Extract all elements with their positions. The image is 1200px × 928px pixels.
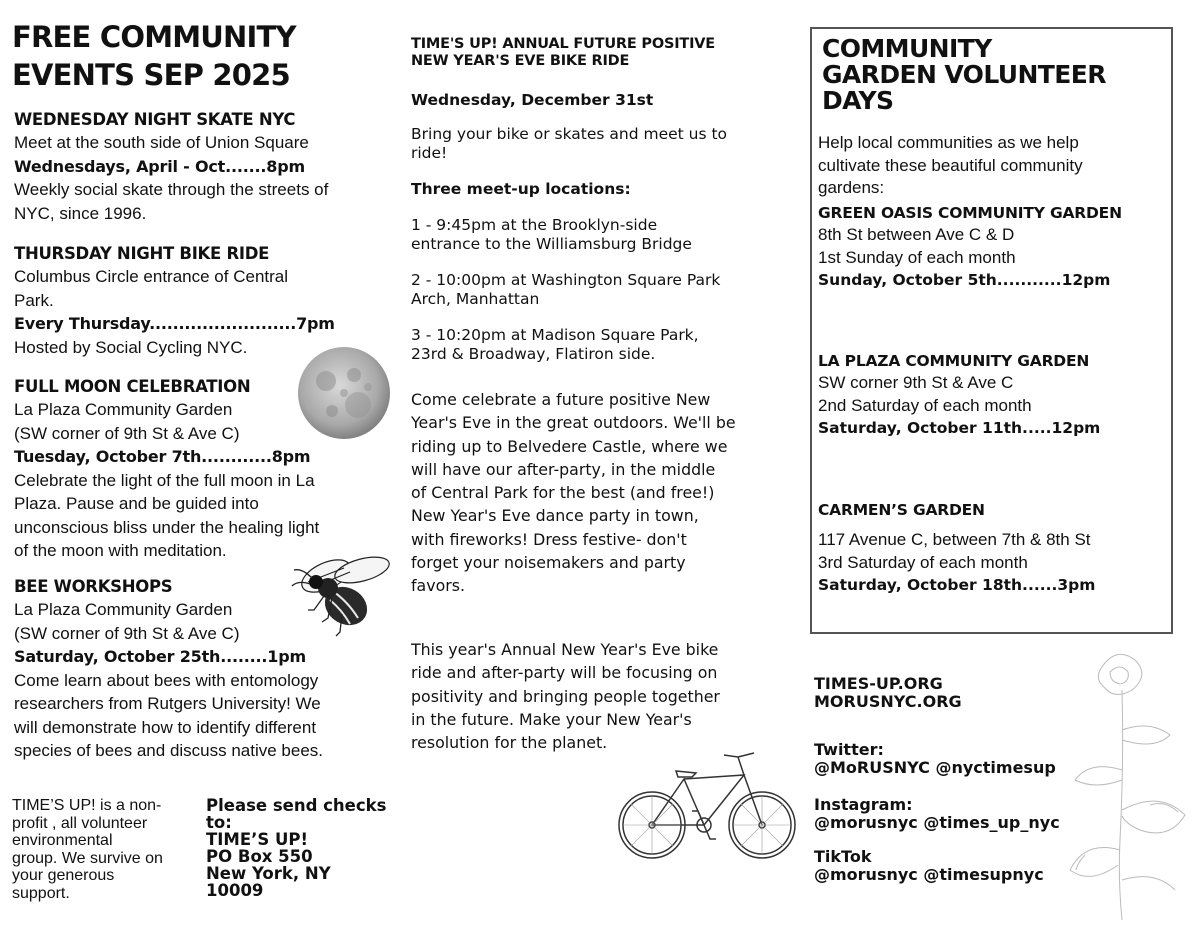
event-title: THURSDAY NIGHT BIKE RIDE	[14, 244, 270, 263]
nye-location-3	[411, 326, 791, 363]
nye-location-1	[411, 216, 791, 253]
garden-heading	[822, 36, 1162, 114]
garden-heading-line: DAYS	[822, 86, 894, 115]
nye-date: Wednesday, December 31st	[411, 91, 654, 109]
about-line: TIME’S UP! is a non-	[12, 797, 162, 814]
event-location: La Plaza Community Garden	[14, 600, 233, 619]
para-line: This year's Annual New Year's Eve bike	[411, 640, 719, 659]
para-line: will have our after-party, in the middle	[411, 459, 716, 479]
tiktok-label: TikTok	[814, 847, 872, 866]
garden-intro-line: cultivate these beautiful community	[818, 155, 1083, 175]
garden-schedule: 2nd Saturday of each month	[818, 395, 1032, 415]
event-desc: Come learn about bees with entomology	[14, 670, 319, 690]
event-location: (SW corner of 9th St & Ave C)	[14, 423, 240, 443]
location-line: 3 - 10:20pm at Madison Square Park,	[411, 326, 699, 344]
bicycle-icon	[612, 745, 802, 865]
checks-address	[206, 797, 396, 899]
event-thursday-bike	[14, 243, 399, 359]
para-line: of Central Park for the best (and free!)	[411, 483, 715, 503]
event-desc: NYC, since 1996.	[14, 203, 147, 223]
event-location: La Plaza Community Garden	[14, 400, 233, 419]
event-location: (SW corner of 9th St & Ave C)	[14, 623, 240, 643]
tiktok-handles[interactable]: @morusnyc @timesupnyc	[814, 865, 1044, 884]
nye-intro	[411, 125, 791, 162]
twitter-label: Twitter:	[814, 740, 884, 759]
garden-location: 8th St between Ave C & D	[818, 225, 1015, 244]
page-title: FREE COMMUNITY EVENTS SEP 2025	[12, 20, 296, 92]
checks-line: New York, NY	[206, 864, 331, 883]
full-moon-icon	[296, 345, 392, 441]
event-desc: unconscious bliss under the healing light	[14, 517, 320, 537]
para-line: ride and after-party will be focusing on	[411, 663, 718, 683]
garden-carmens	[818, 499, 1168, 597]
website-links	[814, 675, 1154, 711]
garden-schedule: 3rd Saturday of each month	[818, 552, 1028, 572]
nye-title-line: TIME'S UP! ANNUAL FUTURE POSITIVE	[411, 36, 716, 52]
website-link[interactable]: TIMES-UP.ORG	[814, 674, 943, 693]
para-line: in the future. Make your New Year's	[411, 709, 692, 729]
garden-schedule: 1st Sunday of each month	[818, 247, 1016, 267]
event-date: Every Thursday.........................7pm	[14, 314, 335, 333]
garden-location: SW corner 9th St & Ave C	[818, 373, 1014, 392]
about-line: group. We survive on	[12, 849, 163, 867]
garden-date: Sunday, October 5th...........12pm	[818, 271, 1111, 289]
event-location: Meet at the south side of Union Square	[14, 133, 309, 152]
para-line: with fireworks! Dress festive- don't	[411, 529, 687, 549]
garden-green-oasis	[818, 202, 1168, 292]
para-line: resolution for the planet.	[411, 733, 608, 753]
event-location: Park.	[14, 290, 54, 310]
nye-paragraph-1	[411, 388, 791, 598]
event-location: Columbus Circle entrance of Central	[14, 267, 289, 286]
about-line: your generous	[12, 867, 115, 884]
checks-line: Please send checks	[206, 796, 387, 815]
garden-date: Saturday, October 11th.....12pm	[818, 419, 1101, 437]
instagram-handles[interactable]: @morusnyc @times_up_nyc	[814, 813, 1060, 832]
event-title: WEDNESDAY NIGHT SKATE NYC	[14, 110, 296, 129]
event-wednesday-skate	[14, 109, 399, 225]
event-desc: of the moon with meditation.	[14, 541, 227, 560]
event-desc: researchers from Rutgers University! We	[14, 694, 321, 713]
garden-name: CARMEN’S GARDEN	[818, 501, 985, 519]
event-desc: Weekly social skate through the streets of	[14, 180, 329, 199]
garden-heading-line: COMMUNITY	[822, 34, 992, 63]
event-date: Saturday, October 25th........1pm	[14, 647, 306, 666]
about-line: environmental	[12, 832, 113, 849]
nye-title-line: NEW YEAR'S EVE BIKE RIDE	[411, 53, 630, 69]
about-line: profit , all volunteer	[12, 814, 148, 832]
checks-line: to:	[206, 813, 232, 832]
nye-paragraph-2	[411, 638, 791, 754]
garden-name: GREEN OASIS COMMUNITY GARDEN	[818, 204, 1122, 222]
instagram-section	[814, 796, 1154, 832]
nye-intro-line: Bring your bike or skates and meet us to	[411, 125, 728, 143]
bee-icon	[286, 548, 398, 640]
garden-intro-line: gardens:	[818, 178, 885, 197]
event-title: BEE WORKSHOPS	[14, 577, 173, 596]
website-link[interactable]: MORUSNYC.ORG	[814, 692, 962, 711]
about-line: support.	[12, 884, 70, 902]
event-desc: Celebrate the light of the full moon in La	[14, 470, 315, 490]
twitter-section	[814, 741, 1154, 777]
garden-intro	[818, 132, 1168, 200]
checks-line: PO Box 550	[206, 847, 313, 866]
location-line: entrance to the Williamsburg Bridge	[411, 234, 692, 253]
nye-intro-line: ride!	[411, 143, 448, 162]
event-desc: species of bees and discuss native bees.	[14, 741, 324, 760]
location-line: 1 - 9:45pm at the Brooklyn-side	[411, 216, 658, 234]
checks-line: 10009	[206, 881, 264, 900]
location-line: 2 - 10:00pm at Washington Square Park	[411, 271, 721, 289]
event-desc: Hosted by Social Cycling NYC.	[14, 337, 248, 357]
garden-name: LA PLAZA COMMUNITY GARDEN	[818, 352, 1090, 370]
event-date: Tuesday, October 7th............8pm	[14, 447, 311, 466]
para-line: Come celebrate a future positive New	[411, 390, 711, 409]
para-line: forget your noisemakers and party	[411, 553, 686, 573]
checks-line: TIME’S UP!	[206, 830, 308, 849]
garden-location: 117 Avenue C, between 7th & 8th St	[818, 530, 1091, 549]
para-line: riding up to Belvedere Castle, where we	[411, 436, 728, 456]
para-line: New Year's Eve dance party in town,	[411, 506, 699, 526]
garden-heading-line: GARDEN VOLUNTEER	[822, 60, 1106, 89]
event-date: Wednesdays, April - Oct.......8pm	[14, 156, 305, 176]
para-line: favors.	[411, 576, 466, 596]
garden-la-plaza	[818, 350, 1168, 440]
location-line: 23rd & Broadway, Flatiron side.	[411, 344, 656, 363]
para-line: positivity and bringing people together	[411, 686, 720, 706]
tiktok-section	[814, 848, 1154, 884]
about-text	[12, 797, 192, 902]
instagram-label: Instagram:	[814, 795, 913, 814]
nye-title	[411, 36, 791, 70]
nye-location-2	[411, 271, 791, 308]
twitter-handles[interactable]: @MoRUSNYC @nyctimesup	[814, 758, 1056, 777]
garden-date: Saturday, October 18th......3pm	[818, 576, 1096, 594]
event-desc: Plaza. Pause and be guided into	[14, 494, 259, 513]
event-desc: will demonstrate how to identify different	[14, 717, 317, 737]
location-line: Arch, Manhattan	[411, 289, 540, 308]
para-line: Year's Eve in the great outdoors. We'll be	[411, 413, 736, 433]
nye-locations-label: Three meet-up locations:	[411, 180, 631, 198]
event-title: FULL MOON CELEBRATION	[14, 377, 251, 396]
garden-intro-line: Help local communities as we help	[818, 133, 1079, 152]
